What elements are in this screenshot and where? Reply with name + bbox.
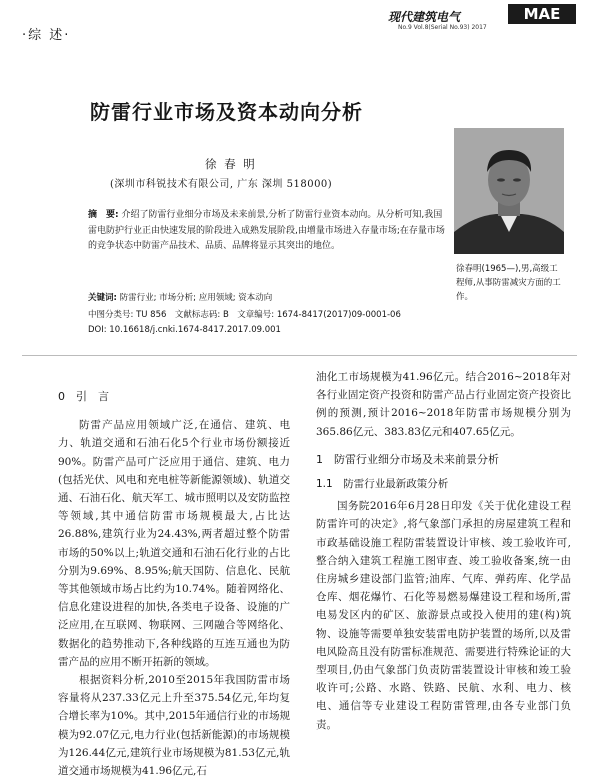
author-name: 徐 春 明	[205, 157, 257, 171]
author-photo	[454, 128, 564, 254]
intro-paragraph-2: 根据资料分析,2010至2015年我国防雷市场容量将从237.33亿元上升至375.54亿元,年均复合增长率为10%。其中,2015年通信行业的市场规模为92.07亿元,电力行业(包括新能源)的市场规模为126.44亿元,建筑行业市场规模为81.53亿元,轨道交通市场规模为41.96亿元,石	[58, 674, 290, 778]
keywords-label: 关键词:	[88, 293, 117, 303]
keywords-text: 防雷行业; 市场分析; 应用领域; 资本动向	[119, 293, 273, 303]
right-paragraph-1: 油化工市场规模为41.96亿元。结合2016~2018年对各行业固定资产投资和防雷产品占行业固定资产投资比例的预测,预计2016~2018年防雷市场规模分别为365.86亿元、383.83亿元和407.65亿元。	[316, 371, 571, 438]
intro-paragraph-1: 防雷产品应用领域广泛,在通信、建筑、电力、轨道交通和石油石化5个行业市场份额接近90%。防雷产品可广泛应用于通信、建筑、电力(包括光伏、风电和充电桩等新能源领域)、轨道交通、石油石化、航天军工、城市照明以及安防监控等领域,其中通信防雷市场规模最大,占比达26.88%,建筑行业为24.43%,两者超过整个防雷市场的50%以上;轨道交通和石油石化行业的占比分别为9.69%、8.95%;航天国防、信息化、民航等其他领域市场占比约为10.74%。随着网络化、信息化建设进程的加快,各类电子设备、设施的广泛应用,在互联网、物联网、三网融合等网络化、数据化的趋势推动下,各种线路的互连互通也为防雷产品的应用不断开拓新的领域。	[58, 419, 290, 668]
author-portrait-icon	[454, 128, 564, 254]
author-affiliation: (深圳市科锐技术有限公司, 广东 深圳 518000)	[110, 179, 333, 190]
classification-line: 中图分类号: TU 856 文献标志码: B 文章编号: 1674-8417(2017)09-0001-06	[88, 310, 401, 320]
section-1-1-heading: 1.1 防雷行业最新政策分析	[316, 478, 449, 491]
article-title: 防雷行业市场及资本动向分析	[90, 100, 363, 124]
keywords	[88, 291, 272, 303]
body-column-left	[58, 388, 290, 780]
section-divider	[22, 355, 577, 356]
abstract	[88, 208, 446, 255]
section-1-1-paragraph: 国务院2016年6月28日印发《关于优化建设工程防雷许可的决定》,将气象部门承担的房屋建筑工程和市政基础设施工程防雷装置设计审核、竣工验收许可,整合纳入建筑工程施工图审查、竣工验收备案,统一由住房城乡建设部门监管;油库、气库、弹药库、化学品仓库、烟花爆竹、石化等易燃易爆建设工程和场所,雷电易发区内的矿区、旅游景点或投入使用的建(构)筑物、设施等需要单独安装雷电防护装置的场所,以及雷电风险高且没有防雷标准规范、需要进行特殊论证的大型项目,仍由气象部门负责防雷装置设计审核和竣工验收许可;公路、水路、铁路、民航、水利、电力、核电、通信等专业建设工程防雷管理,由各专业部门负责。	[316, 500, 571, 731]
journal-issue: No.9 Vol.8(Serial No.93) 2017	[398, 24, 487, 31]
abstract-label: 摘 要:	[88, 210, 119, 220]
journal-logo: MAE	[508, 4, 576, 24]
author-bio: 徐春明(1965—),男,高级工程师,从事防雷减灾方面的工作。	[456, 264, 561, 302]
body-column-right	[316, 368, 571, 734]
intro-heading: 0 引 言	[58, 390, 109, 403]
section-tag: ·综 述·	[22, 28, 71, 43]
journal-name: 现代建筑电气	[388, 10, 461, 24]
doi-line: DOI: 10.16618/j.cnki.1674-8417.2017.09.001	[88, 325, 281, 335]
section-1-heading: 1 防雷行业细分市场及未来前景分析	[316, 452, 499, 466]
abstract-text: 介绍了防雷行业细分市场及未来前景,分析了防雷行业资本动向。从分析可知,我国雷电防护行业正由快速发展的阶段进入成熟发展阶段,由增量市场进入存量市场;在存量市场的竞争状态中防雷产品技术、品质、品牌将显示其突出的地位。	[88, 210, 445, 251]
